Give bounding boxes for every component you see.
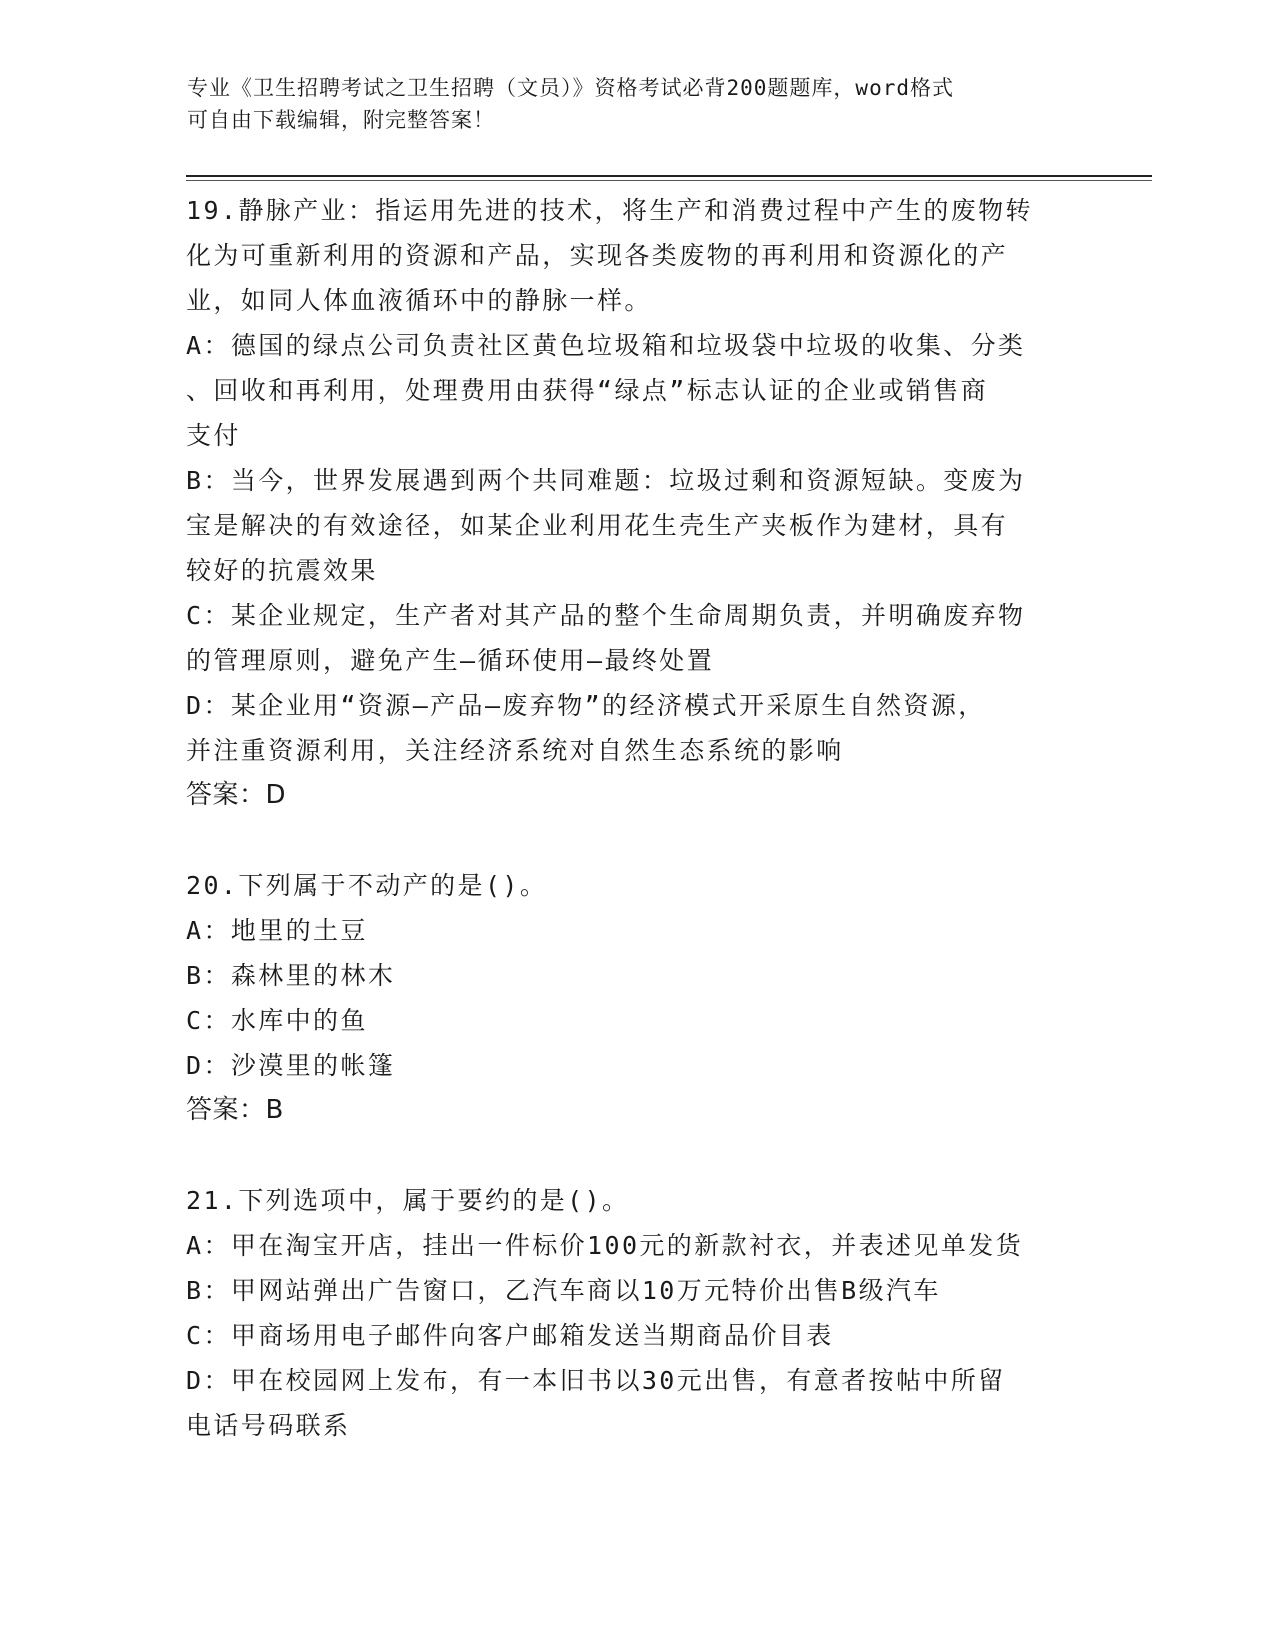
option-line: 较好的抗震效果 <box>186 556 378 585</box>
option-line: C：水库中的鱼 <box>186 1006 368 1035</box>
header-title-line-2: 可自由下载编辑，附完整答案！ <box>187 108 495 132</box>
question-stem-line: 19.静脉产业：指运用先进的技术，将生产和消费过程中产生的废物转 <box>186 196 1033 225</box>
option-line: A：甲在淘宝开店，挂出一件标价100元的新款衬衣，并表述见单发货 <box>186 1231 1024 1260</box>
option-line: C：甲商场用电子邮件向客户邮箱发送当期商品价目表 <box>186 1321 834 1350</box>
option-line: A：德国的绿点公司负责社区黄色垃圾箱和垃圾袋中垃圾的收集、分类 <box>186 331 1026 360</box>
option-line: 、回收和再利用，处理费用由获得“绿点”标志认证的企业或销售商 <box>186 376 989 405</box>
document-header <box>187 72 1067 136</box>
question-stem-line: 20.下列属于不动产的是()。 <box>186 871 548 900</box>
answer-line: 答案：B <box>186 1095 284 1125</box>
option-line: 电话号码联系 <box>186 1411 351 1440</box>
question-block <box>186 188 1086 818</box>
question-list <box>186 188 1086 1448</box>
option-line: D：某企业用“资源—产品—废弃物”的经济模式开采原生自然资源， <box>186 691 986 720</box>
option-line: 支付 <box>186 421 241 450</box>
option-line: B：甲网站弹出广告窗口，乙汽车商以10万元特价出售B级汽车 <box>186 1276 941 1305</box>
question-spacer <box>186 818 1086 863</box>
option-line: 宝是解决的有效途径，如某企业利用花生壳生产夹板作为建材，具有 <box>186 511 1009 540</box>
option-line: 并注重资源利用，关注经济系统对自然生态系统的影响 <box>186 736 844 765</box>
question-stem-line: 业，如同人体血液循环中的静脉一样。 <box>186 286 652 315</box>
option-line: 的管理原则，避免产生—循环使用—最终处置 <box>186 646 715 675</box>
header-divider-thick <box>186 175 1152 177</box>
question-stem-line: 化为可重新利用的资源和产品，实现各类废物的再利用和资源化的产 <box>186 241 1009 270</box>
header-title-line-1: 专业《卫生招聘考试之卫生招聘（文员）》资格考试必背200题题库，word格式 <box>187 76 954 100</box>
option-line: A：地里的土豆 <box>186 916 368 945</box>
answer-line: 答案：D <box>186 780 287 810</box>
question-stem-line: 21.下列选项中，属于要约的是()。 <box>186 1186 630 1215</box>
question-block <box>186 1178 1086 1448</box>
question-block <box>186 863 1086 1133</box>
option-line: B：当今，世界发展遇到两个共同难题：垃圾过剩和资源短缺。变废为 <box>186 466 1026 495</box>
option-line: D：沙漠里的帐篷 <box>186 1051 396 1080</box>
option-line: B：森林里的林木 <box>186 961 396 990</box>
header-divider-thin <box>186 180 1152 181</box>
question-spacer <box>186 1133 1086 1178</box>
option-line: C：某企业规定，生产者对其产品的整个生命周期负责，并明确废弃物 <box>186 601 1026 630</box>
option-line: D：甲在校园网上发布，有一本旧书以30元出售，有意者按帖中所留 <box>186 1366 1006 1395</box>
